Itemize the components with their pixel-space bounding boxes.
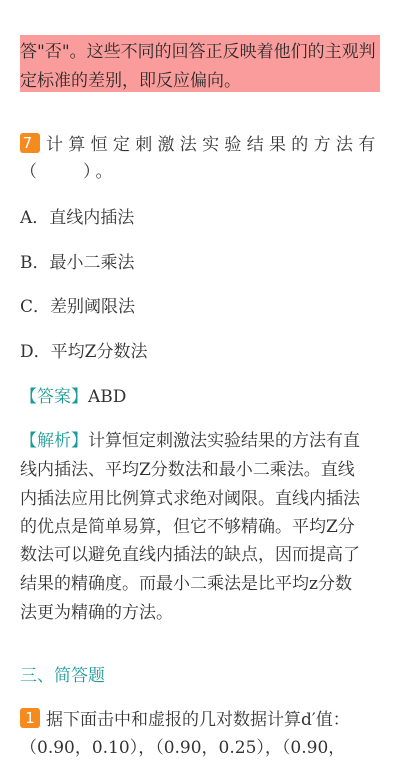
question-1-stem (20, 706, 380, 734)
highlight-text-line-2: 定标准的差别，即反应偏向。 (20, 71, 241, 91)
explanation-line-6: 结果的精确度。而最小二乘法是比平均z分数 (20, 574, 352, 594)
option-b[interactable]: B．最小二乘法 (20, 253, 135, 273)
explanation-line-5: 数法可以避免直线内插法的缺点，因而提高了 (20, 545, 360, 565)
question-1-stem-line-1: 据下面击中和虚报的几对数据计算d′值： (46, 710, 350, 730)
answer-value: ABD (88, 387, 127, 407)
section-title: 三、简答题 (20, 666, 105, 686)
explanation-line-2: 线内插法、平均Z分数法和最小二乘法。直线 (20, 460, 355, 480)
explanation-line-7: 法更为精确的方法。 (20, 603, 173, 623)
highlight-text-line-1: 答"否"。这些不同的回答正反映着他们的主观判 (20, 42, 376, 62)
option-d[interactable]: D．平均Z分数法 (20, 342, 148, 362)
question-7-stem-line-2: （ ）。 (20, 162, 117, 182)
explanation-tag: 【解析】 (20, 431, 88, 451)
answer-tag: 【答案】 (20, 387, 88, 407)
answer-row (20, 383, 126, 411)
question-1-stem-line-2: （0.90，0.10），（0.90，0.25），（0.90， (20, 738, 346, 758)
explanation-text: 计算恒定刺激法实验结果的方法有直 (88, 431, 360, 451)
option-a[interactable]: A．直线内插法 (20, 208, 135, 228)
explanation-line-3: 内插法应用比例算式求绝对阈限。直线内插法 (20, 489, 360, 509)
explanation-line-1 (20, 427, 380, 456)
question-number-badge: 1 (20, 708, 40, 728)
question-7-stem-line-1: 计算恒定刺激法实验结果的方法有 (46, 135, 381, 155)
option-c[interactable]: C．差别阈限法 (20, 297, 136, 317)
question-7-stem (20, 131, 380, 159)
explanation-line-4: 的优点是简单易算，但它不够精确。平均Z分 (20, 517, 355, 537)
question-number-badge: 7 (20, 133, 40, 153)
